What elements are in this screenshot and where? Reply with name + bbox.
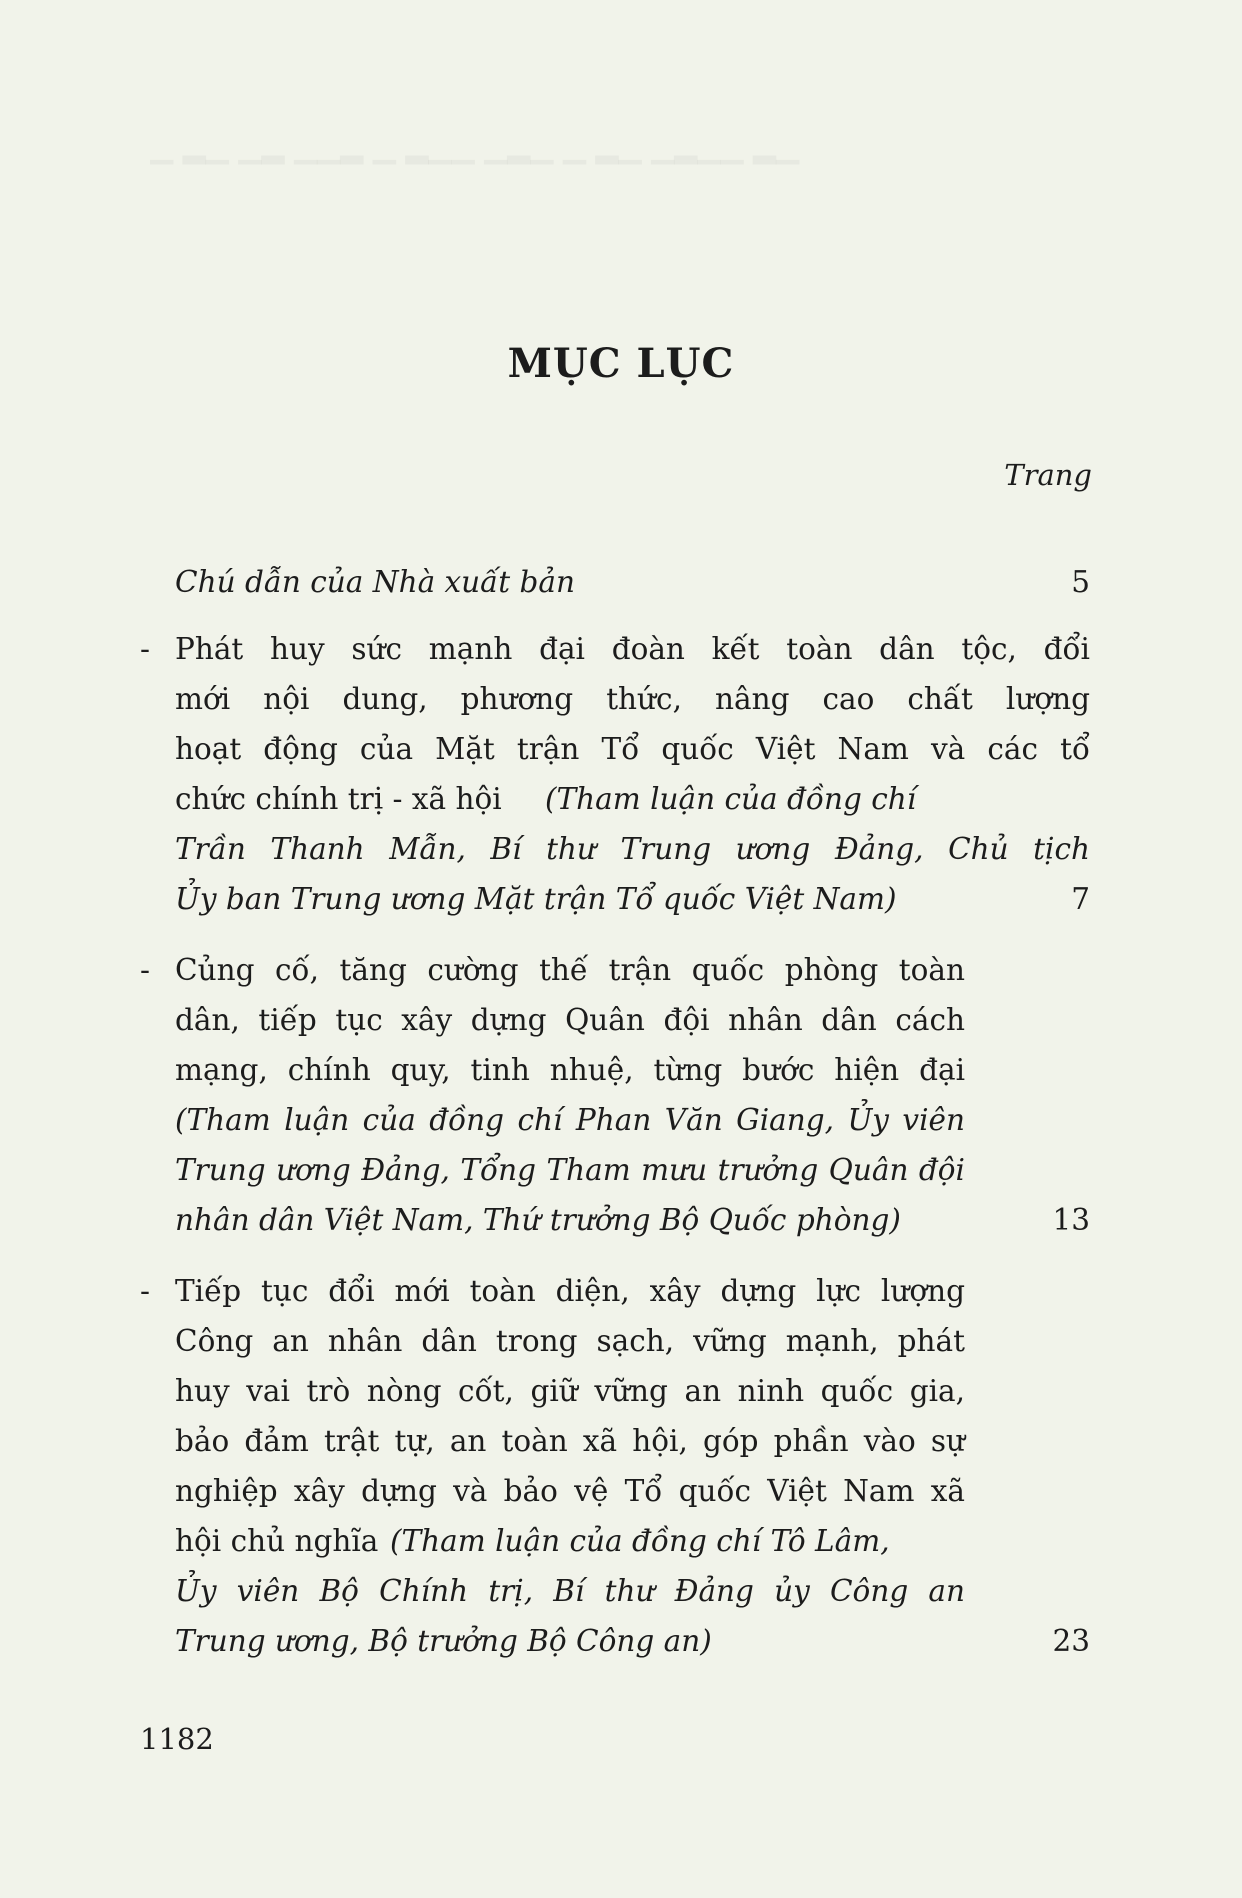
page-number: 1182: [140, 1722, 214, 1756]
entry-text: nghiệp xây dựng và bảo vệ Tổ quốc Việt Nam xã: [175, 1474, 965, 1508]
entry-page-number: 5: [1071, 565, 1090, 599]
entry-text: hội chủ nghĩa: [175, 1524, 379, 1558]
entry-author-note: (Tham luận của đồng chí Phan Văn Giang, Ủy viên: [175, 1103, 965, 1137]
toc-entry[interactable]: [140, 1266, 1095, 1666]
entry-page-number: 23: [1052, 1624, 1090, 1658]
entry-author-note: Trần Thanh Mẫn, Bí thư Trung ương Đảng, Chủ tịch: [175, 832, 1090, 866]
entry-text: huy vai trò nòng cốt, giữ vững an ninh quốc gia,: [175, 1374, 965, 1408]
toc-entry[interactable]: [140, 557, 1095, 607]
page-title: MỤC LỤC: [507, 340, 735, 387]
entry-text: hoạt động của Mặt trận Tổ quốc Việt Nam và các tổ: [175, 732, 1090, 766]
entry-text: Tiếp tục đổi mới toàn diện, xây dựng lực lượng: [175, 1274, 965, 1308]
entry-author-note: nhân dân Việt Nam, Thứ trưởng Bộ Quốc phòng): [175, 1203, 901, 1237]
entry-text: Chú dẫn của Nhà xuất bản: [175, 565, 575, 599]
entry-text: Công an nhân dân trong sạch, vững mạnh, phát: [175, 1324, 965, 1358]
entry-author-note: (Tham luận của đồng chí: [545, 782, 917, 816]
entry-text: bảo đảm trật tự, an toàn xã hội, góp phần vào sự: [175, 1424, 965, 1458]
entry-dash: -: [140, 953, 150, 987]
entry-text: dân, tiếp tục xây dựng Quân đội nhân dân cách: [175, 1003, 965, 1037]
toc-entry[interactable]: [140, 624, 1095, 924]
entry-text: mới nội dung, phương thức, nâng cao chất lượng: [175, 682, 1090, 716]
entry-text: mạng, chính quy, tinh nhuệ, từng bước hiện đại: [175, 1053, 965, 1087]
entry-text: Củng cố, tăng cường thế trận quốc phòng toàn: [175, 953, 965, 987]
entry-page-number: 7: [1071, 882, 1090, 916]
page-column-label: Trang: [1004, 458, 1092, 492]
entry-author-note: (Tham luận của đồng chí Tô Lâm,: [390, 1524, 890, 1558]
entry-author-note: Ủy viên Bộ Chính trị, Bí thư Đảng ủy Công an: [175, 1574, 965, 1608]
entry-author-note: Trung ương Đảng, Tổng Tham mưu trưởng Quân đội: [175, 1153, 965, 1187]
show-through: ▁ ▂▁ ▁▂ ▁▁▂ ▁ ▂▁▁ ▁▂▁ ▁ ▂▁ ▁▂▁▁ ▂▁: [150, 130, 800, 165]
entry-dash: -: [140, 632, 150, 666]
entry-page-number: 13: [1052, 1203, 1090, 1237]
entry-author-note: Ủy ban Trung ương Mặt trận Tổ quốc Việt Nam): [175, 882, 897, 916]
entry-text: Phát huy sức mạnh đại đoàn kết toàn dân tộc, đổi: [175, 632, 1090, 666]
entry-text: chức chính trị - xã hội: [175, 782, 502, 816]
entry-dash: -: [140, 1274, 150, 1308]
toc-entry[interactable]: [140, 945, 1095, 1245]
entry-author-note: Trung ương, Bộ trưởng Bộ Công an): [175, 1624, 712, 1658]
